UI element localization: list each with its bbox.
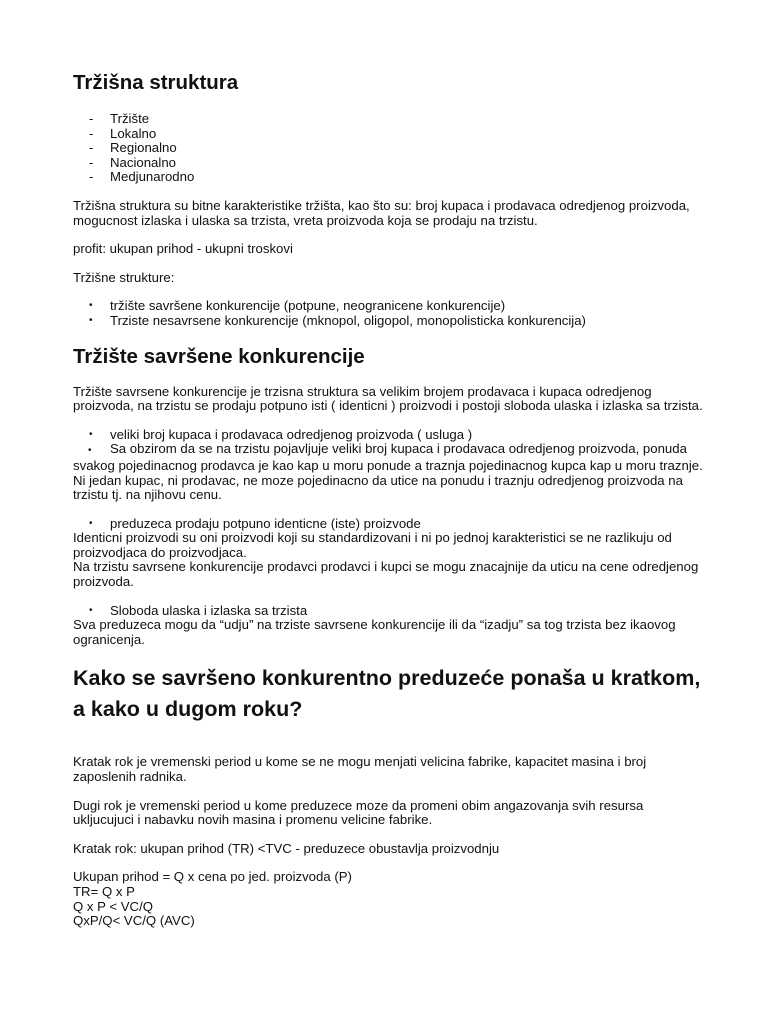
list-item: - Tržište — [73, 112, 703, 127]
section-title-savrsena-konkurencija: Tržište savršene konkurencije — [73, 344, 365, 368]
list-item: • Sloboda ulaska i izlaska sa trzista — [73, 604, 703, 619]
paragraph: Kratak rok: ukupan prihod (TR) <TVC - preduzece obustavlja proizvodnju — [73, 840, 500, 856]
bullet-text: Sa obzirom da se na trzistu pojavljuje veliki broj kupaca i prodavaca odredjenog proizvoda, ponuda svakog pojedinacnog prodavca je kao kap u moru ponude a traznja pojedinacnog kupca kap u moru traznje. — [73, 441, 703, 473]
paragraph: Tržišna struktura su bitne karakteristike tržišta, kao što su: broj kupaca i prodavaca odredjenog proizvoda, mogucnost izlaska i ulaska sa trzista, vreta proizvoda koja se prodaju na trzistu. — [73, 197, 690, 228]
formula-line: QxP/Q< VC/Q (AVC) — [73, 913, 195, 929]
document-page — [73, 70, 703, 929]
paragraph: Ni jedan kupac, ni prodavac, ne moze pojedinacno da utice na ponudu i traznju odredjenog proizvoda na trzistu tj. na njihovu cenu. — [73, 472, 683, 503]
list-item: • veliki broj kupaca i prodavaca odredjenog proizvoda ( usluga ) — [73, 428, 703, 443]
market-structures-list — [73, 299, 703, 328]
formula-line: Q x P < VC/Q — [73, 898, 154, 914]
bullet-icon: • — [88, 445, 92, 457]
paragraph: Tržišne strukture: — [73, 269, 175, 285]
bullet-list — [73, 428, 703, 443]
market-levels-list — [73, 112, 703, 185]
list-item: • tržište savršene konkurencije (potpune, neogranicene konkurencije) — [73, 299, 703, 314]
formula-line: TR= Q x P — [73, 884, 135, 899]
formula-line: Ukupan prihod = Q x cena po jed. proizvoda (P) — [73, 869, 352, 885]
bullet-paragraph — [73, 442, 703, 473]
paragraph: Kratak rok je vremenski period u kome se ne mogu menjati velicina fabrike, kapacitet masina i broj zaposlenih radnika. — [73, 754, 647, 785]
list-item: - Nacionalno — [73, 156, 703, 171]
paragraph: Sva preduzeca mogu da “udju” na trziste savrsene konkurencije ili da “izadju” sa tog trzista bez ikaovog ogranicenja. — [73, 617, 676, 647]
list-item: - Medjunarodno — [73, 170, 703, 185]
list-item: • preduzeca prodaju potpuno identicne (iste) proizvode — [73, 517, 703, 532]
list-item: • Trziste nesavrsene konkurencije (mknopol, oligopol, monopolisticka konkurencija) — [73, 314, 703, 329]
list-item: - Regionalno — [73, 141, 703, 156]
paragraph: Na trzistu savrsene konkurencije prodavci prodavci i kupci se mogu znacajnije da uticu na cene odredjenog proizvoda. — [73, 559, 699, 590]
paragraph: Tržište savrsene konkurencije je trzisna struktura sa velikim brojem prodavaca i kupaca odredjenog proizvoda, na trzistu se prodaju potpuno isti ( identicni ) proizvodi i postoji sloboda ulaska i izlaska sa trzista. — [73, 383, 703, 414]
section-title-kratak-dugi-rok: Kako se savršeno konkurentno preduzeće ponaša u kratkom, a kako u dugom roku? — [73, 666, 701, 722]
section-title-trzisna-struktura: Tržišna struktura — [73, 71, 239, 94]
paragraph: Dugi rok je vremenski period u kome preduzece moze da promeni obim angazovanja svih resursa ukljucujuci i nabavku novih masina i promenu velicine fabrike. — [73, 797, 644, 828]
list-item: - Lokalno — [73, 127, 703, 142]
paragraph: Identicni proizvodi su oni proizvodi koji su standardizovani i ni po jednoj karakteristici se ne razlikuju od proizvodjaca do proizvodjaca. — [73, 530, 672, 560]
paragraph: profit: ukupan prihod - ukupni troskovi — [73, 241, 293, 257]
bullet-list — [73, 604, 703, 619]
bullet-list — [73, 517, 703, 532]
